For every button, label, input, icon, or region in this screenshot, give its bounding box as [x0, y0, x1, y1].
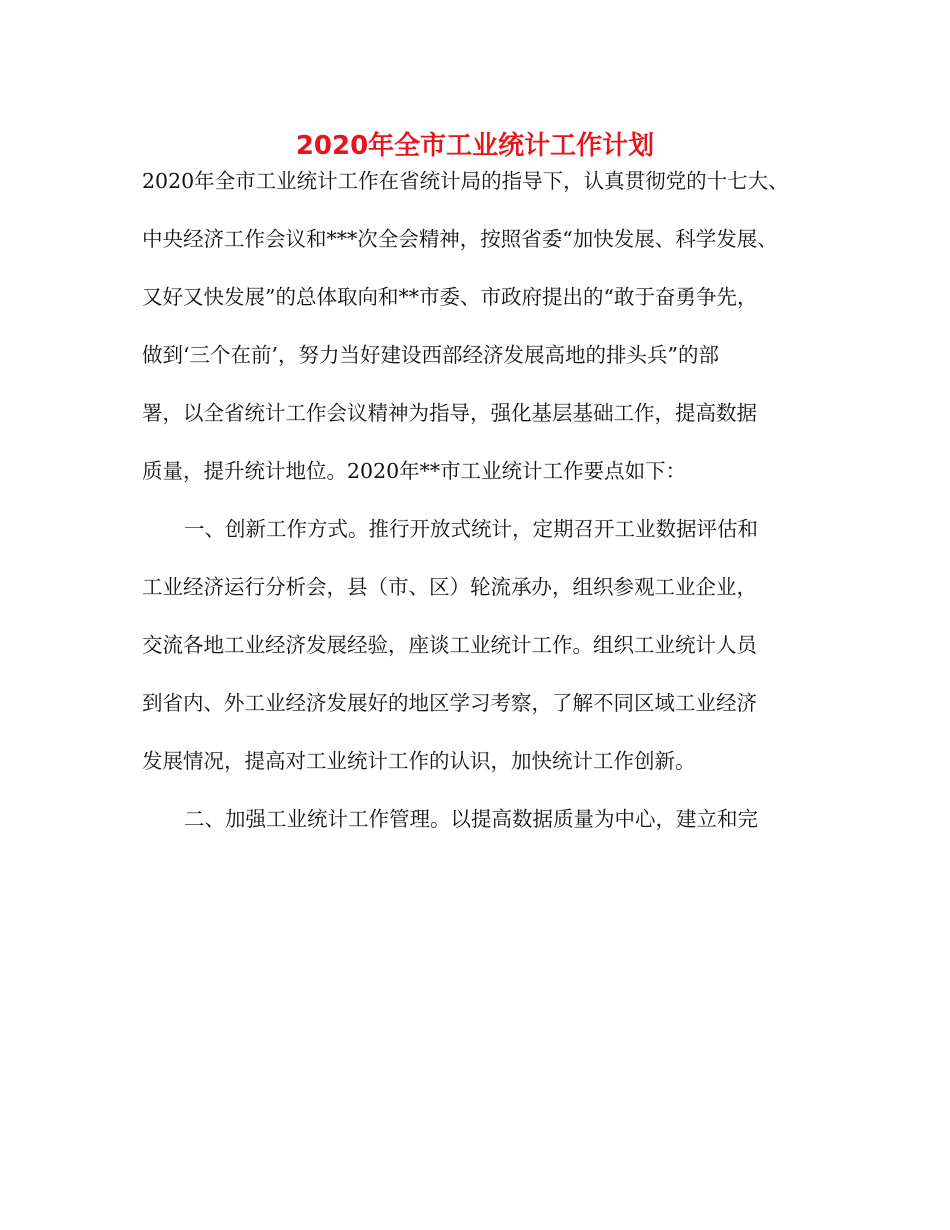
- paragraph-1-line-5: 署，以全省统计工作会议精神为指导，强化基层基础工作，提高数据: [142, 401, 757, 425]
- document-title: 2020年全市工业统计工作计划: [295, 131, 655, 161]
- paragraph-2-line-1: 一、创新工作方式。推行开放式统计，定期召开工业数据评估和: [184, 517, 758, 541]
- paragraph-1-line-2: 中央经济工作会议和***次全会精神，按照省委“加快发展、科学发展、: [142, 227, 778, 251]
- paragraph-2-line-3: 交流各地工业经济发展经验，座谈工业统计工作。组织工业统计人员: [142, 633, 757, 657]
- paragraph-3-line-1: 二、加强工业统计工作管理。以提高数据质量为中心，建立和完: [184, 807, 758, 831]
- paragraph-2-line-4: 到省内、外工业经济发展好的地区学习考察，了解不同区域工业经济: [142, 691, 757, 715]
- paragraph-1-line-3: 又好又快发展”的总体取向和**市委、市政府提出的“敢于奋勇争先，: [142, 285, 758, 309]
- paragraph-2-line-5: 发展情况，提高对工业统计工作的认识，加快统计工作创新。: [142, 749, 696, 773]
- paragraph-2-line-2: 工业经济运行分析会，县（市、区）轮流承办，组织参观工业企业，: [142, 575, 757, 599]
- paragraph-1-line-4: 做到‘三个在前’，努力当好建设西部经济发展高地的排头兵”的部: [142, 343, 720, 367]
- paragraph-1-line-1: 2020年全市工业统计工作在省统计局的指导下，认真贯彻党的十七大、: [142, 169, 789, 193]
- paragraph-1-line-6: 质量，提升统计地位。2020年**市工业统计工作要点如下：: [142, 459, 687, 483]
